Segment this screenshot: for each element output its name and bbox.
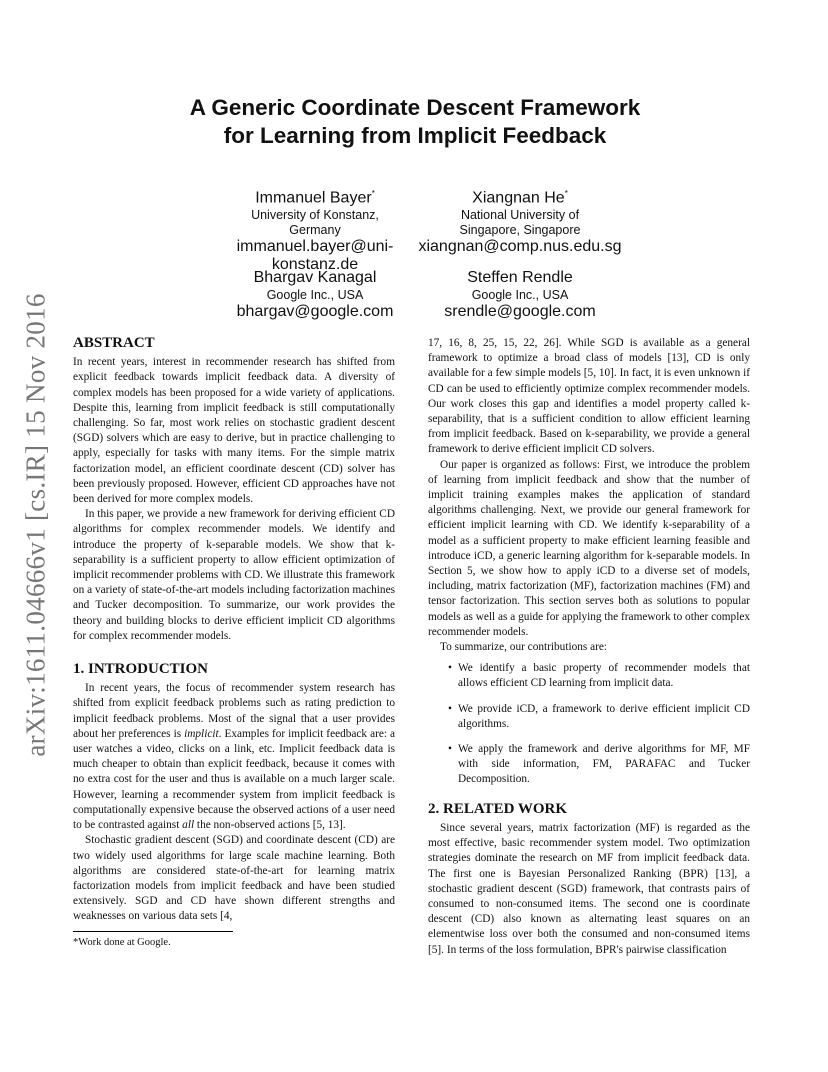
author-email: xiangnan@comp.nus.edu.sg: [418, 238, 622, 256]
footnote-rule: [73, 931, 233, 932]
author-email: immanuel.bayer@uni-: [236, 238, 394, 256]
author-rendle: [405, 268, 635, 321]
intro-heading: 1. INTRODUCTION: [73, 661, 209, 678]
list-item: • We identify a basic property of recommender models that allows efficient CD learning from implicit data.: [448, 662, 750, 690]
author-affiliation: Google Inc., USA: [471, 288, 569, 302]
author-mark: *: [564, 189, 568, 198]
author-name: Bhargav Kanagal: [253, 269, 377, 286]
author-email: bhargav@google.com: [236, 303, 394, 320]
author-mark: *: [371, 189, 375, 198]
author-kanagal: [210, 268, 420, 321]
list-item: • We apply the framework and derive algorithms for MF, MF with side information, FM, PARAFAC and Tucker Decomposition.: [448, 743, 750, 786]
abstract-paragraph: In this paper, we provide a new framework for deriving efficient CD algorithms for complex recommender models. We identify and introduce the property of k-separable models. We show that k-separability is a sufficient property to allow efficient optimization of implicit recommender problems with CD. We illustrate this framework on a variety of state-of-the-art models including factorization machines and Tucker decomposition. To summarize, our work provides the theory and building blocks to derive efficient implicit CD algorithms for complex recommender models.: [73, 508, 395, 642]
author-name: Xiangnan He: [472, 189, 565, 207]
footnote: *Work done at Google.: [73, 936, 171, 948]
author-bayer: [210, 184, 420, 274]
author-name: Immanuel Bayer: [255, 189, 372, 207]
contributions-list: [428, 661, 750, 787]
author-email: srendle@google.com: [444, 303, 596, 320]
author-affiliation: Germany: [289, 223, 341, 238]
paper-title: [90, 94, 740, 150]
author-affiliation: University of Konstanz,: [251, 208, 379, 223]
author-he: [405, 184, 635, 256]
author-affiliation: National University of: [460, 208, 580, 223]
related-work-paragraph: Since several years, matrix factorization (MF) is regarded as the most effective, basic recommender system model. Two optimization strategies dominate the research on MF from implicit feedback data. The first one is Bayesian Personalized Ranking (BPR) [13], a stochastic gradient descent (SGD) framework, that contrasts pairs of consumed to non-consumed items. The second one is coordinate descent (CD) also known as alternating least squares on an elementwise loss over both the consumed and non-consumed items [5]. In terms of the loss formulation, BPR's pairwise classification: [428, 821, 750, 956]
abstract-paragraph: In recent years, interest in recommender research has shifted from explicit feedback towards implicit feedback data. A diversity of complex models has been proposed for a wide variety of applications. Despite this, learning from implicit feedback is still computationally challenging. So far, most work relies on stochastic gradient descent (SGD) solvers which are easy to derive, but in practice challenging to apply, especially for tasks with many items. For the simple matrix factorization model, an efficient coordinate descent (CD) solver has been previously proposed. However, efficient CD approaches have not been derived for more complex models.: [73, 356, 395, 506]
right-paragraph: To summarize, our contributions are:: [440, 641, 608, 654]
right-paragraph: 17, 16, 8, 25, 15, 22, 26]. While SGD is available as a general framework to optimize a broad class of models [13], CD is only available for a few simple models [5, 10]. In fact, it is even unknown if CD can be used to efficiently optimize complex recommender models. Our work closes this gap and identifies a model property called k-separability, that is a sufficient condition to allow efficient learning from implicit feedback. Based on k-separability, we provide a general framework to derive efficient implicit CD solvers.: [428, 337, 750, 456]
arxiv-stamp: arXiv:1611.04666v1 [cs.IR] 15 Nov 2016: [20, 293, 51, 757]
left-column: [73, 336, 395, 949]
right-column: [428, 336, 750, 958]
right-paragraph: Our paper is organized as follows: First, we introduce the problem of learning from implicit feedback and show that the number of implicit training examples makes the application of standard algorithms challenging. Next, we provide our general framework for efficient implicit learning with CD. We identify k-separability of a model as a sufficient property to make efficient learning feasible and introduce iCD, a generic learning algorithm for k-separable models. In Section 5, we show how to apply iCD to a diverse set of models, including, matrix factorization (MF), factorization machines (FM) and tensor factorization. This section serves both as solutions to popular models as well as a guide for applying the framework to other complex recommender models.: [428, 458, 750, 638]
intro-paragraph: Stochastic gradient descent (SGD) and coordinate descent (CD) are two widely used algorithms for large scale machine learning. Both algorithms are considered state-of-the-art for learning matrix factorization models from implicit feedback and have been studied extensively. SGD and CD have shown different strengths and weaknesses on various data sets [4,: [73, 834, 395, 923]
author-affiliation: Singapore, Singapore: [459, 223, 581, 238]
intro-paragraph: In recent years, the focus of recommender system research has shifted from explicit feedback problems such as rating prediction to implicit feedback problems. Most of the signal that a user provides about her preferences is implicit. Examples for implicit feedback are: a user watches a video, clicks on a link, etc. Implicit feedback data is much cheaper to obtain than explicit feedback, because it comes with no extra cost for the user and thus is available on a much larger scale. However, learning a recommender system from implicit feedback is computationally expensive because the observed actions of a user need to be contrasted against all the non-observed actions [5, 13].: [73, 682, 396, 832]
abstract-heading: ABSTRACT: [73, 335, 155, 351]
author-affiliation: Google Inc., USA: [266, 288, 364, 302]
author-email: konstanz.de: [271, 256, 359, 274]
list-item: • We provide iCD, a framework to derive efficient implicit CD algorithms.: [448, 702, 750, 730]
author-name: Steffen Rendle: [467, 269, 573, 286]
related-work-heading: 2. RELATED WORK: [428, 800, 568, 817]
title-line-2: for Learning from Implicit Feedback: [223, 123, 607, 148]
title-line-1: A Generic Coordinate Descent Framework: [189, 95, 641, 120]
